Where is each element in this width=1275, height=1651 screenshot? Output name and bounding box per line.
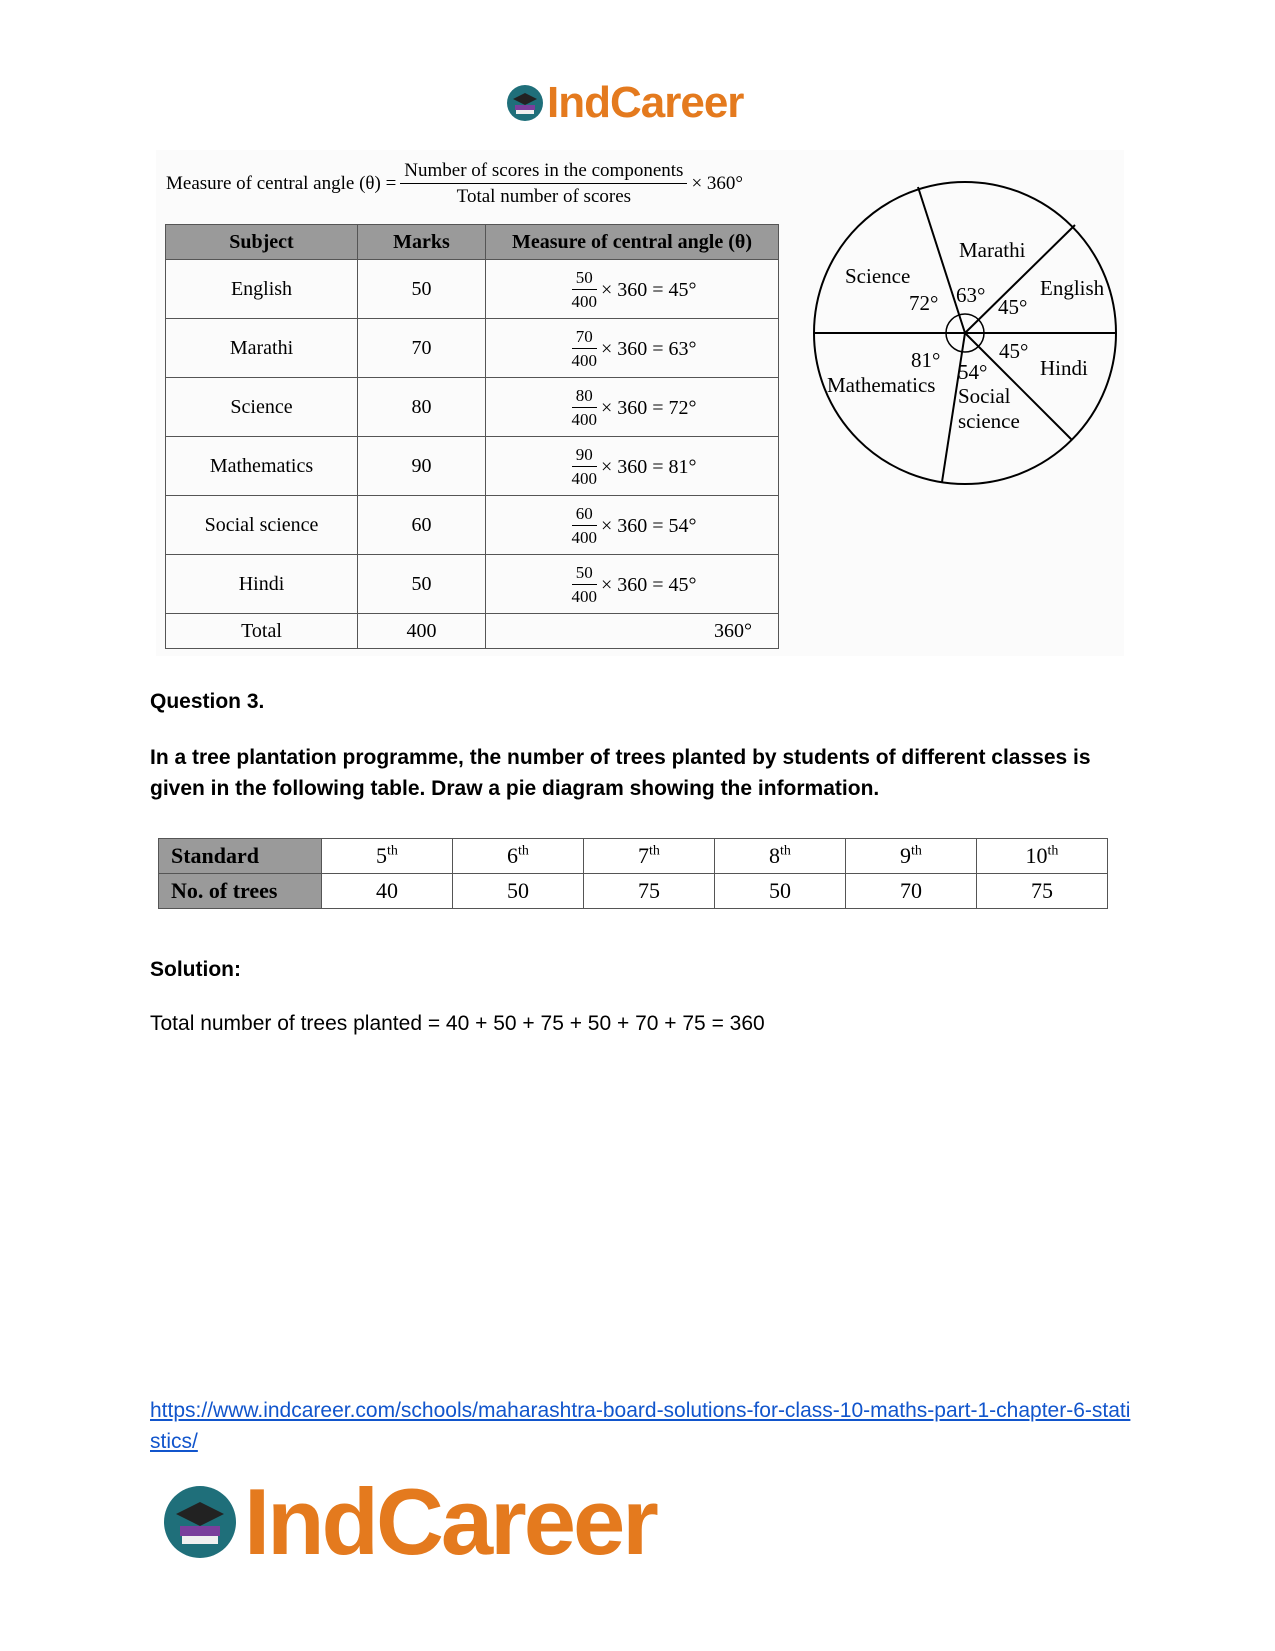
angle-cell <box>486 260 779 319</box>
fraction-numerator: 70 <box>572 327 597 349</box>
marks-table <box>165 224 779 649</box>
standard-number: 5 <box>376 843 388 868</box>
angle-result: × 360 = 63° <box>600 337 697 360</box>
trees-cell: 70 <box>846 874 977 909</box>
standard-number: 9 <box>900 843 912 868</box>
trees-cell: 40 <box>322 874 453 909</box>
source-link[interactable]: https://www.indcareer.com/schools/maharashtra-board-solutions-for-class-10-maths-part-1-chapter-6-statistics/ <box>150 1399 1131 1453</box>
fraction-denominator: 400 <box>571 410 597 429</box>
subject-cell: Science <box>166 378 358 437</box>
marks-table-row <box>166 496 779 555</box>
marks-cell: 50 <box>358 555 486 614</box>
fraction-numerator: 50 <box>572 268 597 290</box>
standard-cell <box>453 839 584 874</box>
standard-cell <box>715 839 846 874</box>
total-angle: 360° <box>486 614 779 649</box>
trees-cell: 50 <box>715 874 846 909</box>
standard-suffix: th <box>387 843 398 859</box>
marks-table-row <box>166 319 779 378</box>
standard-number: 6 <box>507 843 519 868</box>
fraction-denominator: 400 <box>571 292 597 311</box>
fraction-numerator: 90 <box>572 445 597 467</box>
standard-row <box>159 839 1108 874</box>
standard-number: 8 <box>769 843 781 868</box>
indcareer-logo-bottom <box>160 1468 656 1576</box>
marks-cell: 70 <box>358 319 486 378</box>
solution-text: Total number of trees planted = 40 + 50 + 75 + 50 + 70 + 75 = 360 <box>150 1012 765 1035</box>
standard-number: 7 <box>638 843 650 868</box>
standard-cell <box>977 839 1108 874</box>
standard-suffix: th <box>649 843 660 859</box>
fraction-numerator: 80 <box>572 386 597 408</box>
angle-cell <box>486 555 779 614</box>
pie-label-social-2: science <box>958 409 1020 433</box>
trees-cell: 50 <box>453 874 584 909</box>
subject-cell: Mathematics <box>166 437 358 496</box>
pie-label-science: Science <box>845 264 911 288</box>
pie-angle-mathematics: 81° <box>911 348 941 372</box>
trees-table <box>158 838 1108 909</box>
angle-cell <box>486 319 779 378</box>
pie-angle-hindi: 45° <box>999 339 1029 363</box>
header-marks: Marks <box>358 225 486 260</box>
pie-label-marathi: Marathi <box>959 238 1026 262</box>
angle-result: × 360 = 81° <box>600 455 697 478</box>
pie-angle-science: 72° <box>909 291 939 315</box>
question-text: In a tree plantation programme, the number of trees planted by students of different classes is given in the following table. Draw a pie diagram showing the information. <box>150 746 1091 800</box>
marks-total-row <box>166 614 779 649</box>
solution-title: Solution: <box>150 958 241 981</box>
pie-label-hindi: Hindi <box>1040 356 1088 380</box>
marks-cell: 90 <box>358 437 486 496</box>
standard-cell <box>584 839 715 874</box>
formula-multiplier: × 360° <box>691 173 744 194</box>
angle-result: × 360 = 54° <box>600 514 697 537</box>
marks-table-row <box>166 437 779 496</box>
pie-angle-english: 45° <box>998 295 1028 319</box>
trees-label: No. of trees <box>159 874 322 909</box>
pie-angle-social: 54° <box>958 360 988 384</box>
formula-denominator: Total number of scores <box>456 186 632 207</box>
angle-cell <box>486 437 779 496</box>
central-angle-formula <box>166 160 743 208</box>
question-title: Question 3. <box>150 690 265 713</box>
marks-table-row <box>166 555 779 614</box>
formula-numerator: Number of scores in the components <box>400 160 687 184</box>
total-label: Total <box>166 614 358 649</box>
angle-cell <box>486 496 779 555</box>
marks-table-row <box>166 260 779 319</box>
pie-label-social-1: Social <box>958 384 1011 408</box>
pie-label-mathematics: Mathematics <box>827 373 936 397</box>
subject-cell: Social science <box>166 496 358 555</box>
formula-lhs: Measure of central angle (θ) = <box>166 173 397 194</box>
angle-result: × 360 = 45° <box>600 278 697 301</box>
fraction-denominator: 400 <box>571 587 597 606</box>
marks-table-header <box>166 225 779 260</box>
header-angle: Measure of central angle (θ) <box>486 225 779 260</box>
indcareer-logo-top <box>505 78 743 128</box>
standard-label: Standard <box>159 839 322 874</box>
subject-cell: Marathi <box>166 319 358 378</box>
trees-row <box>159 874 1108 909</box>
standard-suffix: th <box>780 843 791 859</box>
fraction-numerator: 60 <box>572 504 597 526</box>
fraction-numerator: 50 <box>572 563 597 585</box>
pie-label-english: English <box>1040 276 1105 300</box>
standard-suffix: th <box>911 843 922 859</box>
angle-result: × 360 = 45° <box>600 573 697 596</box>
standard-cell <box>846 839 977 874</box>
indcareer-emblem-icon <box>505 83 545 123</box>
marks-cell: 80 <box>358 378 486 437</box>
trees-cell: 75 <box>977 874 1108 909</box>
subject-pie-diagram <box>810 180 1120 490</box>
standard-number: 10 <box>1025 843 1048 868</box>
fraction-denominator: 400 <box>571 469 597 488</box>
pie-angle-marathi: 63° <box>956 283 986 307</box>
indcareer-emblem-icon <box>160 1482 240 1562</box>
standard-cell <box>322 839 453 874</box>
marks-cell: 50 <box>358 260 486 319</box>
standard-suffix: th <box>518 843 529 859</box>
fraction-denominator: 400 <box>571 351 597 370</box>
total-marks: 400 <box>358 614 486 649</box>
standard-suffix: th <box>1047 843 1059 859</box>
logo-text: IndCareer <box>547 78 744 127</box>
trees-cell: 75 <box>584 874 715 909</box>
subject-cell: Hindi <box>166 555 358 614</box>
header-subject: Subject <box>166 225 358 260</box>
marks-table-row <box>166 378 779 437</box>
marks-cell: 60 <box>358 496 486 555</box>
fraction-denominator: 400 <box>571 528 597 547</box>
angle-result: × 360 = 72° <box>600 396 697 419</box>
subject-cell: English <box>166 260 358 319</box>
formula-fraction <box>400 160 687 208</box>
angle-cell <box>486 378 779 437</box>
logo-text: IndCareer <box>244 1469 656 1574</box>
